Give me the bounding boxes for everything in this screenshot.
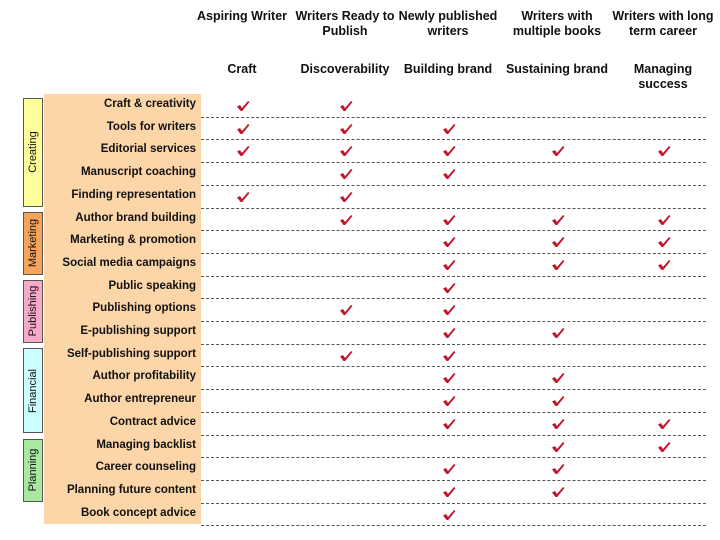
category-label: Marketing xyxy=(27,218,39,268)
row-divider xyxy=(201,139,706,140)
row-label: Social media campaigns xyxy=(62,256,196,269)
row-label: Marketing & promotion xyxy=(70,234,196,247)
column-header xyxy=(187,9,297,77)
checkmark-icon xyxy=(551,486,565,498)
category-label: Creating xyxy=(27,131,39,174)
row-label: Public speaking xyxy=(108,279,196,292)
checkmark-icon xyxy=(339,350,353,362)
checkmark-icon xyxy=(551,214,565,226)
category-tab xyxy=(23,348,43,434)
row-label: Author brand building xyxy=(75,211,196,224)
row-divider xyxy=(201,344,706,345)
checkmark-icon xyxy=(236,191,250,203)
column-stage: Craft xyxy=(227,62,257,76)
checkmark-icon xyxy=(442,372,456,384)
checkmark-icon xyxy=(236,145,250,157)
row-label: Craft & creativity xyxy=(103,98,196,110)
checkmark-icon xyxy=(442,259,456,271)
checkmark-icon xyxy=(339,304,353,316)
column-header xyxy=(290,9,400,77)
column-stage: Discoverability xyxy=(300,62,390,76)
row-label: Author profitability xyxy=(92,370,196,383)
checkmark-icon xyxy=(442,509,456,521)
checkmark-icon xyxy=(442,236,456,248)
row-label: Editorial services xyxy=(100,143,196,156)
row-divider xyxy=(201,525,706,526)
checkmark-icon xyxy=(551,395,565,407)
row-divider xyxy=(201,480,706,481)
category-tab xyxy=(23,98,43,207)
checkmark-icon xyxy=(551,418,565,430)
checkmark-icon xyxy=(442,463,456,475)
row-label: Finding representation xyxy=(71,188,196,201)
checkmark-icon xyxy=(442,350,456,362)
row-divider xyxy=(201,298,706,299)
column-title: Writers Ready to Publish xyxy=(295,9,395,38)
column-header xyxy=(608,9,718,91)
checkmark-icon xyxy=(442,486,456,498)
checkmark-icon xyxy=(442,327,456,339)
row-label: Contract advice xyxy=(109,415,196,428)
row-divider xyxy=(201,276,706,277)
checkmark-icon xyxy=(339,100,353,112)
column-title: Aspiring Writer xyxy=(196,9,288,23)
row-label: Self-publishing support xyxy=(66,347,196,360)
row-label: Author entrepreneur xyxy=(84,393,196,406)
checkmark-icon xyxy=(551,441,565,453)
row-label: Manuscript coaching xyxy=(80,166,196,179)
checkmark-icon xyxy=(442,168,456,180)
row-divider xyxy=(201,435,706,436)
row-divider xyxy=(201,208,706,209)
column-header xyxy=(393,9,503,77)
column-stage: Building brand xyxy=(403,62,493,76)
checkmark-icon xyxy=(551,463,565,475)
row-divider xyxy=(201,457,706,458)
checkmark-icon xyxy=(236,100,250,112)
row-label: E-publishing support xyxy=(80,325,196,337)
row-label: Planning future content xyxy=(66,483,196,496)
row-label: Publishing options xyxy=(92,302,196,315)
checkmark-icon xyxy=(442,282,456,294)
checkmark-icon xyxy=(442,395,456,407)
row-label: Book concept advice xyxy=(80,506,196,519)
checkmark-icon xyxy=(657,441,671,453)
row-label: Tools for writers xyxy=(106,120,196,133)
row-divider xyxy=(201,185,706,186)
checkmark-icon xyxy=(657,236,671,248)
category-label: Planning xyxy=(27,448,39,492)
checkmark-icon xyxy=(442,418,456,430)
row-divider xyxy=(201,253,706,254)
checkmark-icon xyxy=(551,372,565,384)
column-header xyxy=(502,9,612,77)
column-stage: Sustaining brand xyxy=(505,62,609,76)
row-divider xyxy=(201,230,706,231)
checkmark-icon xyxy=(339,168,353,180)
checkmark-icon xyxy=(657,259,671,271)
checkmark-icon xyxy=(657,214,671,226)
row-divider xyxy=(201,389,706,390)
row-divider xyxy=(201,117,706,118)
column-title: Newly published writers xyxy=(398,9,498,38)
column-stage: Managing success xyxy=(633,62,693,91)
row-divider xyxy=(201,503,706,504)
checkmark-icon xyxy=(551,145,565,157)
checkmark-icon xyxy=(442,304,456,316)
column-title: Writers with multiple books xyxy=(512,9,602,38)
checkmark-icon xyxy=(551,259,565,271)
category-tab xyxy=(23,439,43,502)
checkmark-icon xyxy=(442,123,456,135)
row-divider xyxy=(201,162,706,163)
checkmark-icon xyxy=(657,145,671,157)
checkmark-icon xyxy=(551,236,565,248)
checkmark-icon xyxy=(339,214,353,226)
category-tab xyxy=(23,212,43,275)
checkmark-icon xyxy=(339,191,353,203)
row-label: Career counseling xyxy=(95,461,196,474)
row-divider xyxy=(201,321,706,322)
category-label: Publishing xyxy=(27,285,39,337)
checkmark-icon xyxy=(551,327,565,339)
column-title: Writers with long term career xyxy=(612,9,714,38)
checkmark-icon xyxy=(657,418,671,430)
row-divider xyxy=(201,412,706,413)
category-label: Financial xyxy=(27,368,39,413)
category-tab xyxy=(23,280,43,343)
checkmark-icon xyxy=(442,145,456,157)
checkmark-icon xyxy=(236,123,250,135)
checkmark-icon xyxy=(442,214,456,226)
row-divider xyxy=(201,366,706,367)
row-label: Managing backlist xyxy=(96,438,196,451)
checkmark-icon xyxy=(339,145,353,157)
checkmark-icon xyxy=(339,123,353,135)
